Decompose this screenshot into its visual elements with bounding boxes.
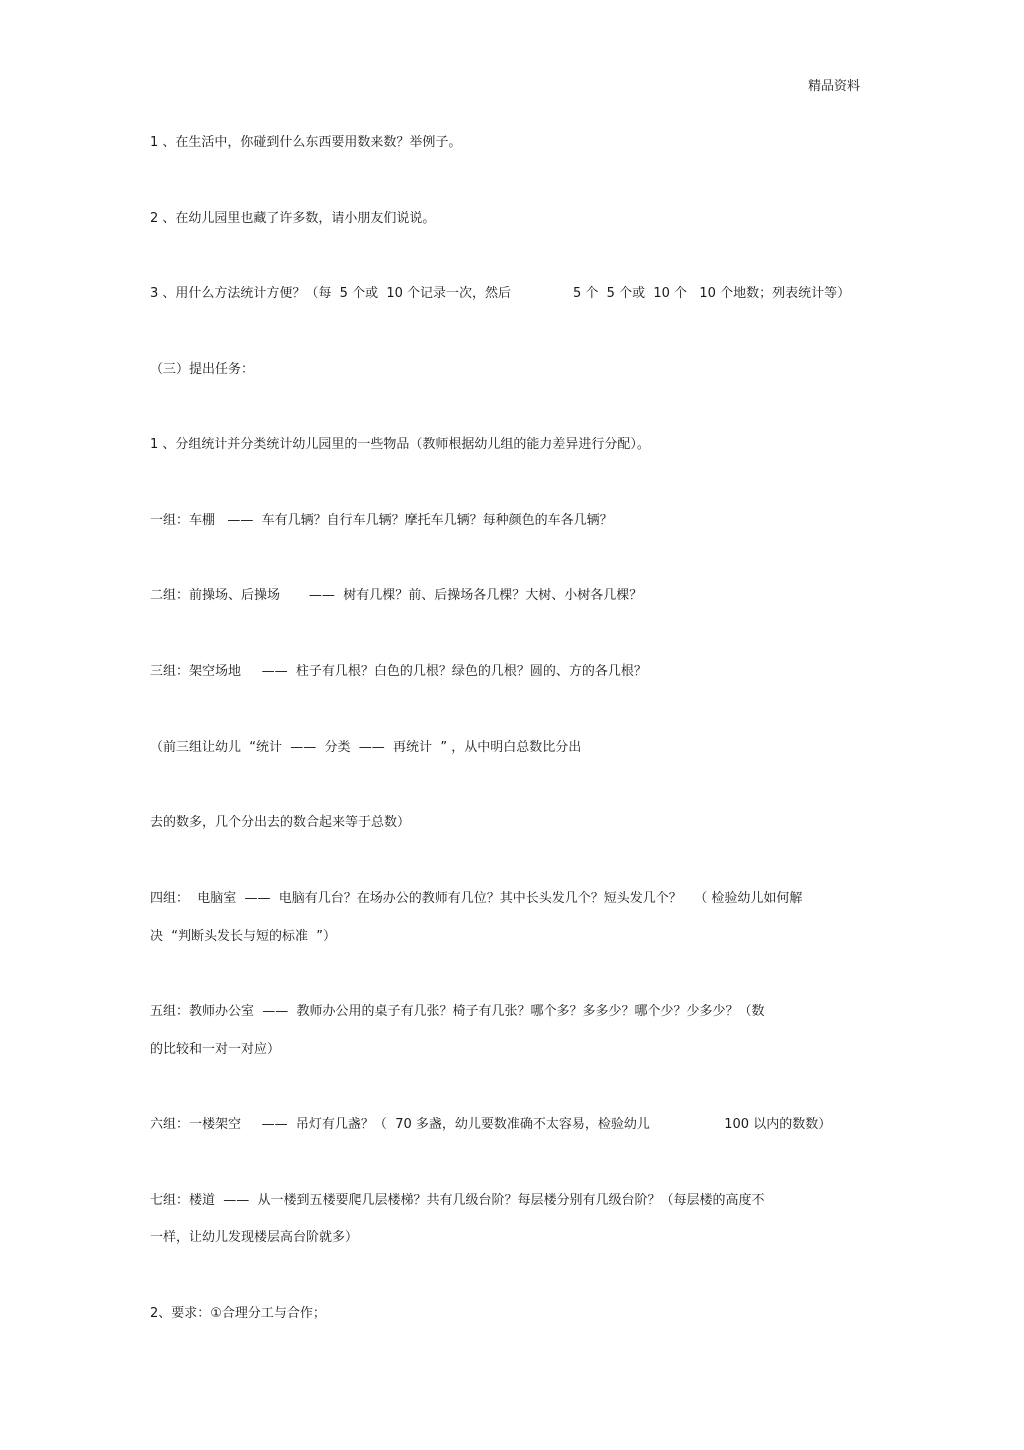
text-line: 四组： 电脑室 —— 电脑有几台？在场办公的教师有几位？其中长头发几个？短头发几个？ （ 检验幼儿如何解 (150, 891, 803, 906)
text-line: 1 、在生活中，你碰到什么东西要用数来数？举例子。 (150, 135, 462, 150)
text-line: 二组：前操场、后操场 —— 树有几棵？前、后操场各几棵？大树、小树各几棵？ (150, 588, 643, 603)
text-line: 2、要求：①合理分工与合作； (150, 1306, 326, 1321)
text-line: 五组：教师办公室 —— 教师办公用的桌子有几张？椅子有几张？哪个多？多多少？哪个少？少多少？（数 (150, 1004, 765, 1019)
text-line: 决 “判断头发长与短的标准 ”） (150, 929, 336, 944)
text-line: 一组：车棚 —— 车有几辆？自行车几辆？摩托车几辆？每种颜色的车各几辆？ (150, 513, 613, 528)
text-line: 一样，让幼儿发现楼层高台阶就多） (150, 1230, 359, 1245)
text-line: 七组：楼道 —— 从一楼到五楼要爬几层楼梯？共有几级台阶？每层楼分别有几级台阶？（每层楼的高度不 (150, 1193, 765, 1208)
text-line: 3 、用什么方法统计方便？（每 5 个或 10 个记录一次，然后 5 个 5 个或 10 个 10 个地数；列表统计等） (150, 286, 851, 301)
section-heading: （三）提出任务： (150, 362, 255, 377)
text-line: 去的数多，几个分出去的数合起来等于总数） (150, 815, 411, 830)
page-header: 精品资料 (807, 79, 860, 94)
text-line: 2 、在幼儿园里也藏了许多数，请小朋友们说说。 (150, 211, 436, 226)
text-line: 1 、分组统计并分类统计幼儿园里的一些物品（教师根据幼儿组的能力差异进行分配）。 (150, 437, 650, 452)
text-line: 的比较和一对一对应） (150, 1042, 281, 1057)
text-line: 三组：架空场地 —— 柱子有几根？白色的几根？绿色的几根？圆的、方的各几根？ (150, 664, 647, 679)
text-line: （前三组让幼儿 “统计 —— 分类 —— 再统计 ” ，从中明白总数比分出 (150, 740, 582, 755)
text-line: 六组：一楼架空 —— 吊灯有几盏？（ 70 多盏，幼儿要数准确不太容易，检验幼儿 100 以内的数数） (150, 1117, 832, 1132)
